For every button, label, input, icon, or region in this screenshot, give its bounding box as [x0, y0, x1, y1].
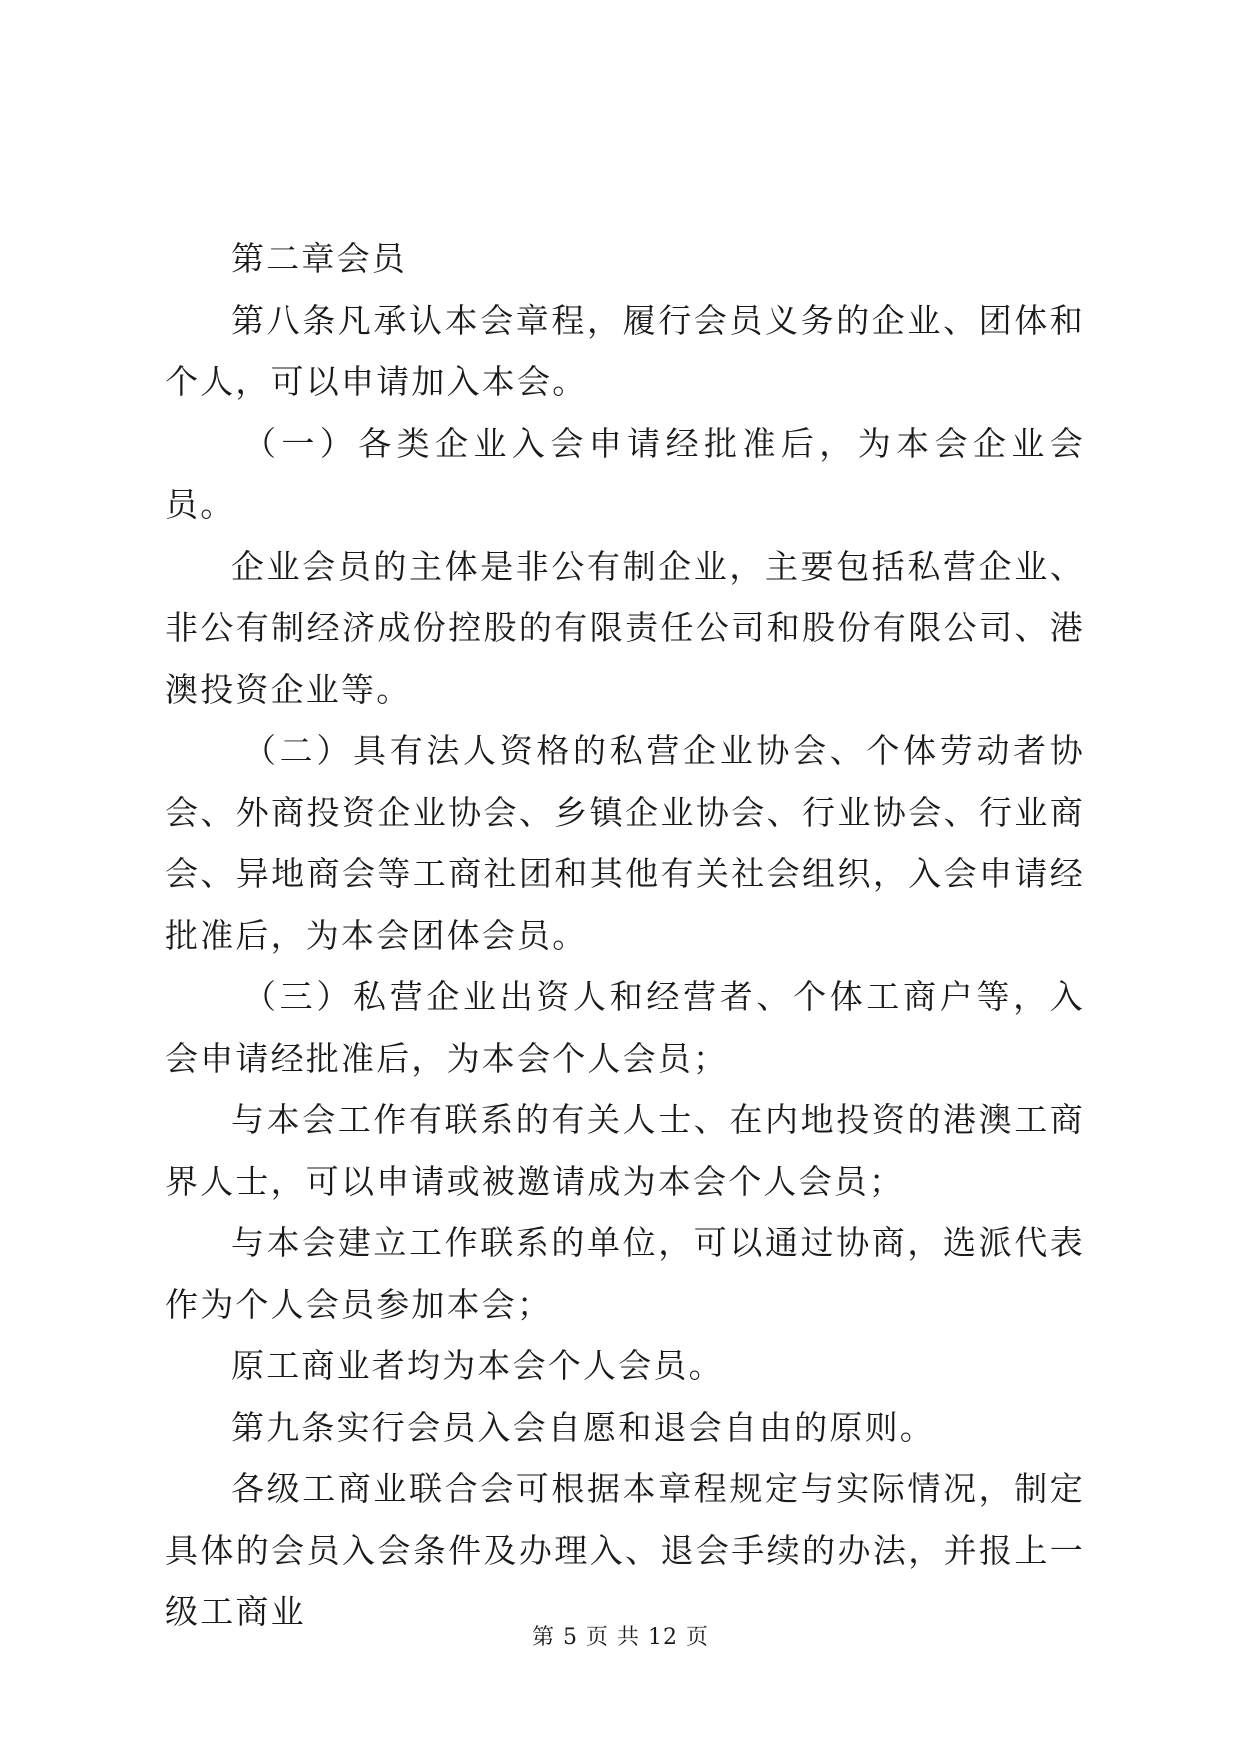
document-body	[165, 228, 1085, 1643]
paragraph: 原工商业者均为本会个人会员。	[231, 1346, 724, 1385]
paragraph: 第八条凡承认本会章程，履行会员义务的企业、团体和个人，可以申请加入本会。	[165, 300, 1085, 401]
paragraph: 第九条实行会员入会自愿和退会自由的原则。	[231, 1407, 935, 1447]
paragraph: （一）各类企业入会申请经批准后，为本会企业会员。	[165, 423, 1085, 524]
paragraph: 各级工商业联合会可根据本章程规定与实际情况，制定具体的会员入会条件及办理入、退会手续的办法，并报上一级工商业	[165, 1469, 1085, 1631]
paragraph: （三）私营企业出资人和经营者、个体工商户等，入会申请经批准后，为本会个人会员；	[165, 977, 1085, 1078]
page-number-footer: 第 5 页 共 12 页	[532, 1625, 709, 1650]
paragraph: 与本会工作有联系的有关人士、在内地投资的港澳工商界人士，可以申请或被邀请成为本会个人会员；	[165, 1100, 1085, 1201]
paragraph: 与本会建立工作联系的单位，可以通过协商，选派代表作为个人会员参加本会；	[165, 1223, 1085, 1324]
paragraph: 企业会员的主体是非公有制企业，主要包括私营企业、非公有制经济成份控股的有限责任公司和股份有限公司、港澳投资企业等。	[165, 546, 1085, 709]
paragraph: （二）具有法人资格的私营企业协会、个体劳动者协会、外商投资企业协会、乡镇企业协会、行业协会、行业商会、异地商会等工商社团和其他有关社会组织，入会申请经批准后，为本会团体会员。	[165, 731, 1085, 955]
chapter-heading: 第二章会员	[231, 239, 407, 278]
